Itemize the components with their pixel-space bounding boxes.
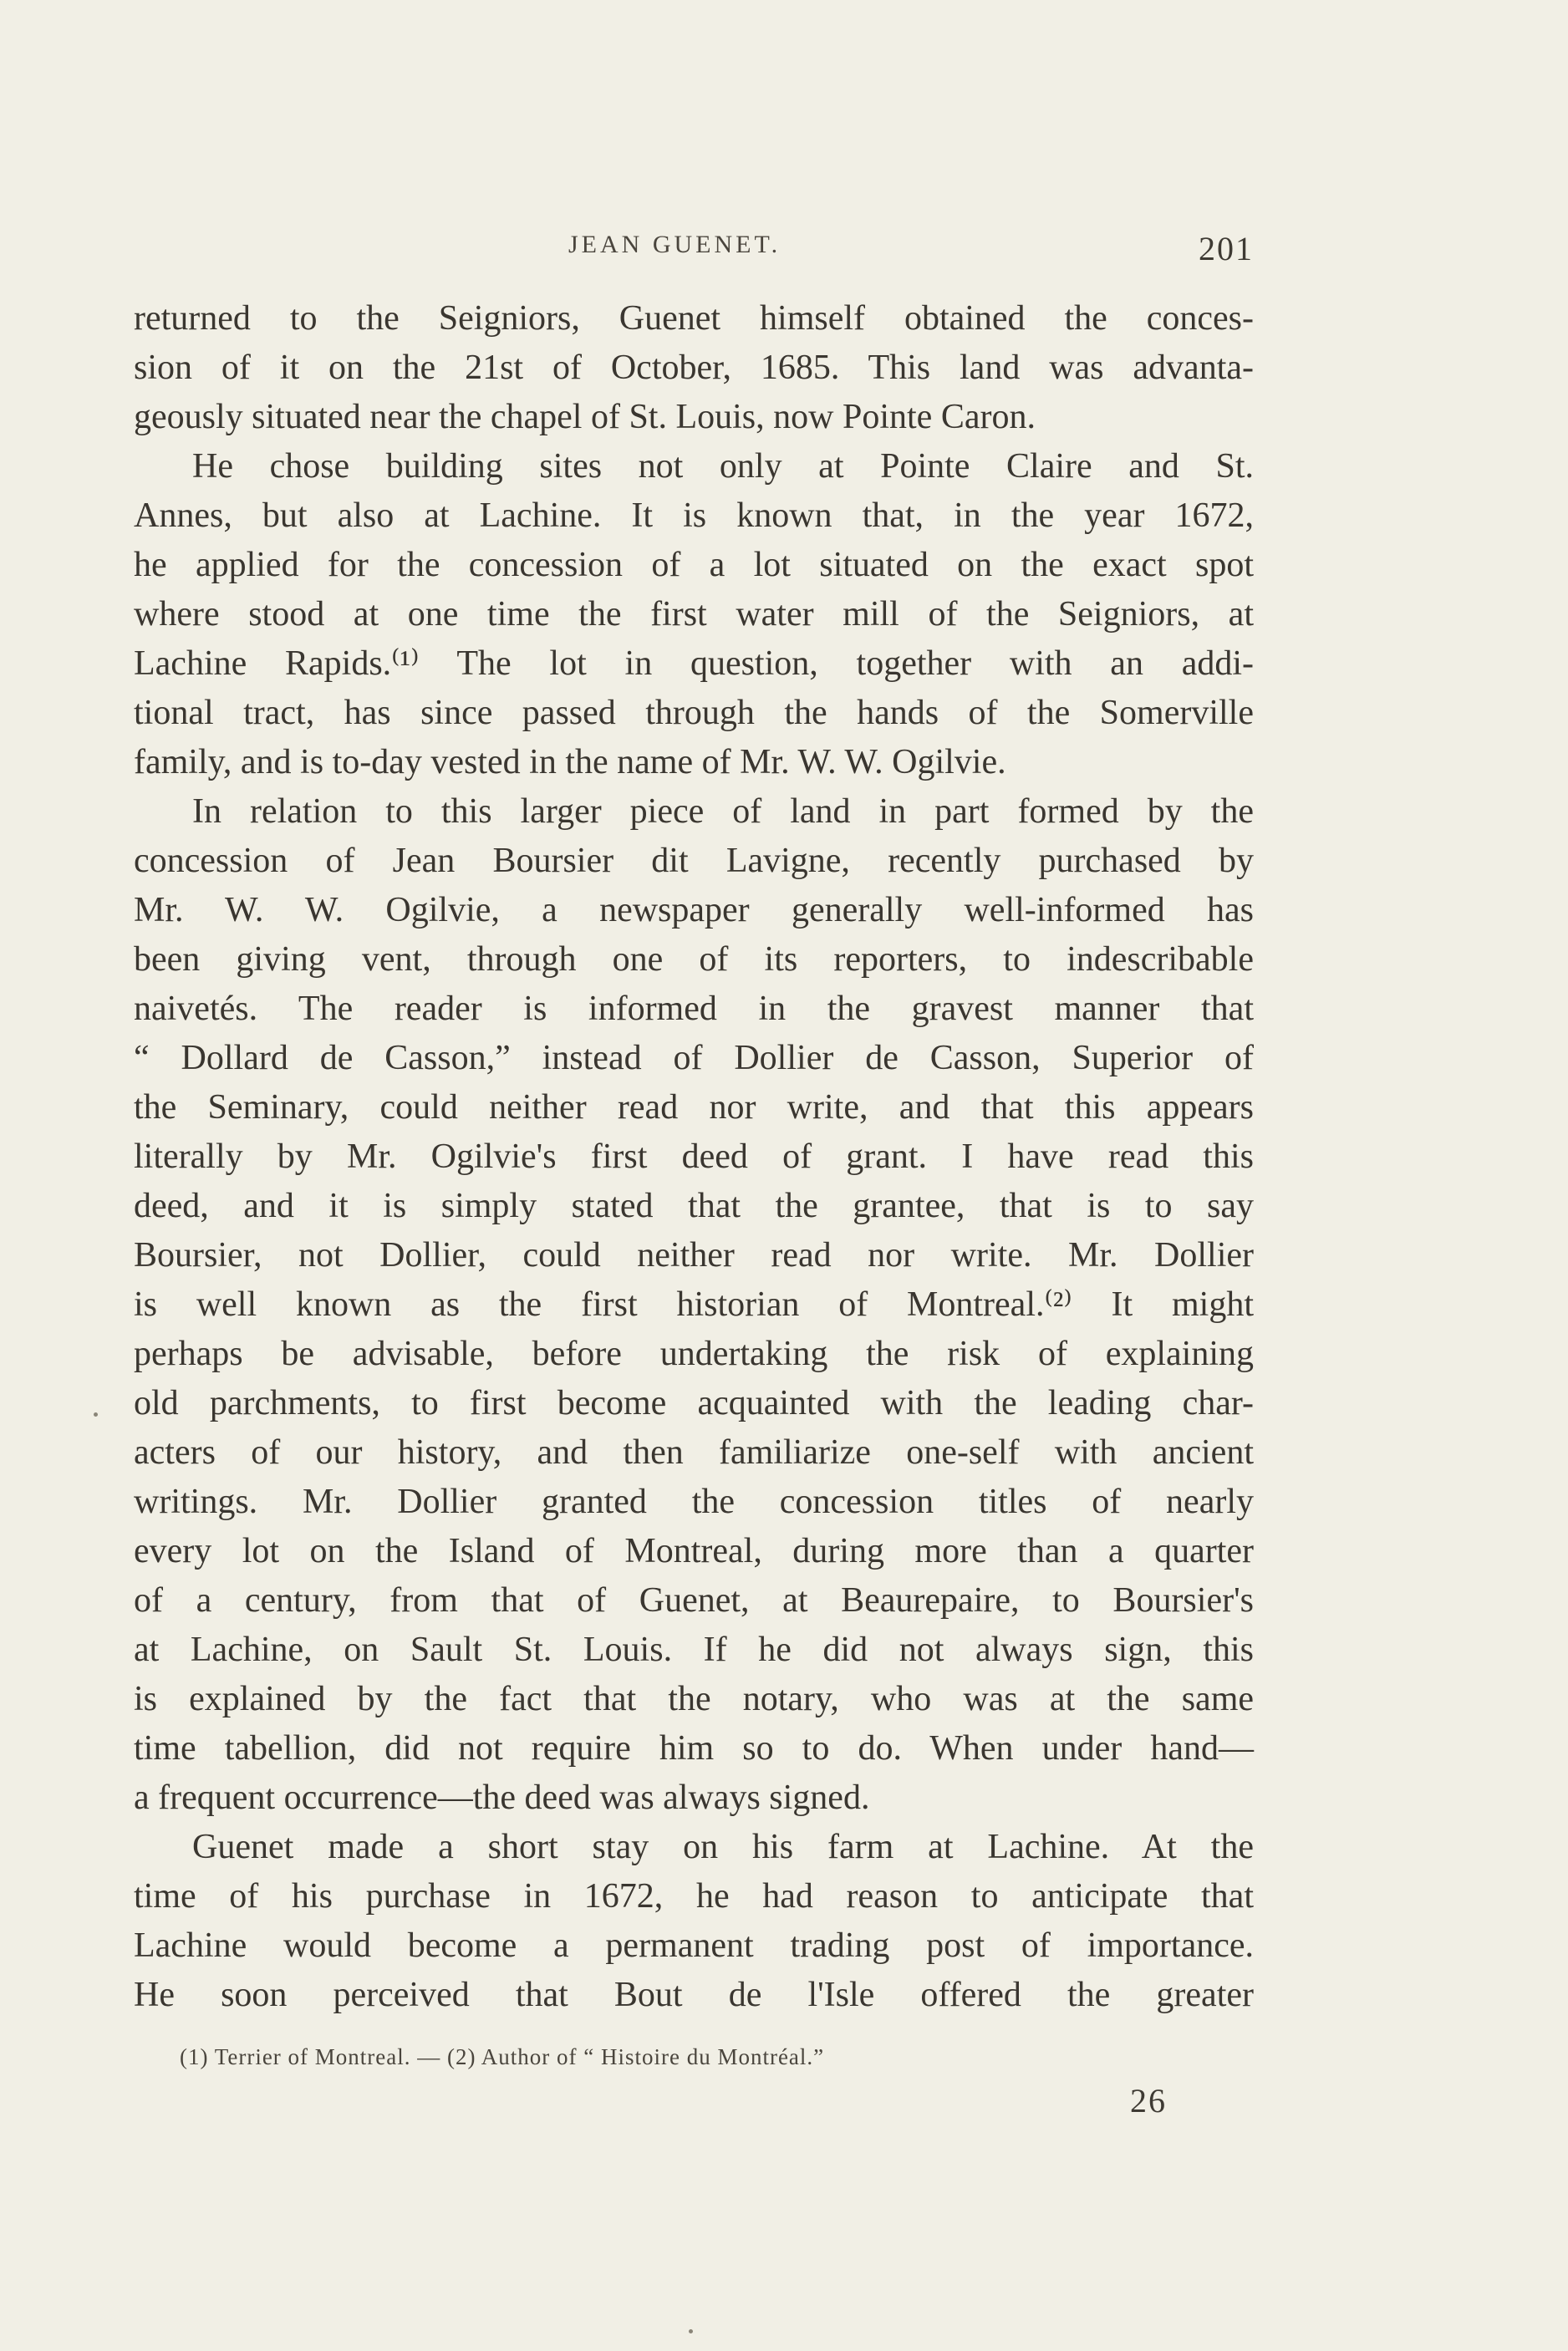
text-line: been giving vent, through one of its reporters, to indescribable <box>134 940 1254 979</box>
text-line: the Seminary, could neither read nor write, and that this appears <box>134 1088 1254 1127</box>
text-line: He soon perceived that Bout de l'Isle offered the greater <box>134 1976 1254 2014</box>
text-line: time tabellion, did not require him so to do. When under hand— <box>134 1729 1254 1768</box>
text-line: perhaps be advisable, before undertaking the risk of explaining <box>134 1335 1254 1373</box>
footnotes: (1) Terrier of Montreal. — (2) Author of “ Histoire du Montréal.” <box>180 2044 825 2069</box>
text-line: where stood at one time the first water mill of the Seigniors, at <box>134 595 1254 634</box>
text-line: at Lachine, on Sault St. Louis. If he did not always sign, this <box>134 1631 1254 1669</box>
body-text <box>134 294 1254 2020</box>
text-line: Mr. W. W. Ogilvie, a newspaper generally well-informed has <box>134 891 1254 929</box>
text-line: he applied for the concession of a lot situated on the exact spot <box>134 546 1254 584</box>
text-line: is explained by the fact that the notary, who was at the same <box>134 1680 1254 1718</box>
text-line: tional tract, has since passed through the hands of the Somerville <box>134 694 1254 732</box>
page-header <box>134 224 1254 274</box>
text-line: old parchments, to first become acquainted with the leading char- <box>134 1384 1254 1422</box>
signature-mark: 26 <box>1130 2082 1167 2119</box>
ink-speck <box>94 1412 98 1417</box>
text-line: deed, and it is simply stated that the grantee, that is to say <box>134 1187 1254 1225</box>
page-number: 201 <box>1199 230 1254 267</box>
text-line: acters of our history, and then familiarize one-self with ancient <box>134 1433 1254 1472</box>
text-line: Boursier, not Dollier, could neither read nor write. Mr. Dollier <box>134 1236 1254 1275</box>
text-line: writings. Mr. Dollier granted the concession titles of nearly <box>134 1483 1254 1521</box>
text-line: returned to the Seigniors, Guenet himself obtained the conces- <box>134 299 1254 338</box>
text-line: of a century, from that of Guenet, at Beaurepaire, to Boursier's <box>134 1581 1254 1620</box>
text-line: geously situated near the chapel of St. Louis, now Pointe Caron. <box>134 398 1036 436</box>
text-line: In relation to this larger piece of land in part formed by the <box>192 792 1254 831</box>
text-line: Guenet made a short stay on his farm at Lachine. At the <box>192 1828 1254 1866</box>
running-title: JEAN GUENET. <box>568 231 781 258</box>
text-line: Lachine Rapids.⁽¹⁾ The lot in question, together with an addi- <box>134 644 1254 683</box>
text-line: is well known as the first historian of Montreal.⁽²⁾ It might <box>134 1285 1254 1324</box>
text-line: concession of Jean Boursier dit Lavigne, recently purchased by <box>134 842 1254 880</box>
text-line: sion of it on the 21st of October, 1685. This land was advanta- <box>134 349 1254 387</box>
text-line: time of his purchase in 1672, he had reason to anticipate that <box>134 1877 1254 1916</box>
text-line: literally by Mr. Ogilvie's first deed of grant. I have read this <box>134 1137 1254 1176</box>
text-line: Lachine would become a permanent trading post of importance. <box>134 1926 1254 1965</box>
text-line: a frequent occurrence—the deed was always signed. <box>134 1779 870 1817</box>
text-line: naivetés. The reader is informed in the gravest manner that <box>134 990 1254 1028</box>
text-line: every lot on the Island of Montreal, during more than a quarter <box>134 1532 1254 1570</box>
text-line: “ Dollard de Casson,” instead of Dollier de Casson, Superior of <box>134 1039 1254 1077</box>
text-line: family, and is to-day vested in the name of Mr. W. W. Ogilvie. <box>134 743 1006 781</box>
text-line: He chose building sites not only at Pointe Claire and St. <box>192 447 1254 486</box>
ink-speck <box>689 2329 693 2333</box>
text-line: Annes, but also at Lachine. It is known that, in the year 1672, <box>134 496 1254 535</box>
